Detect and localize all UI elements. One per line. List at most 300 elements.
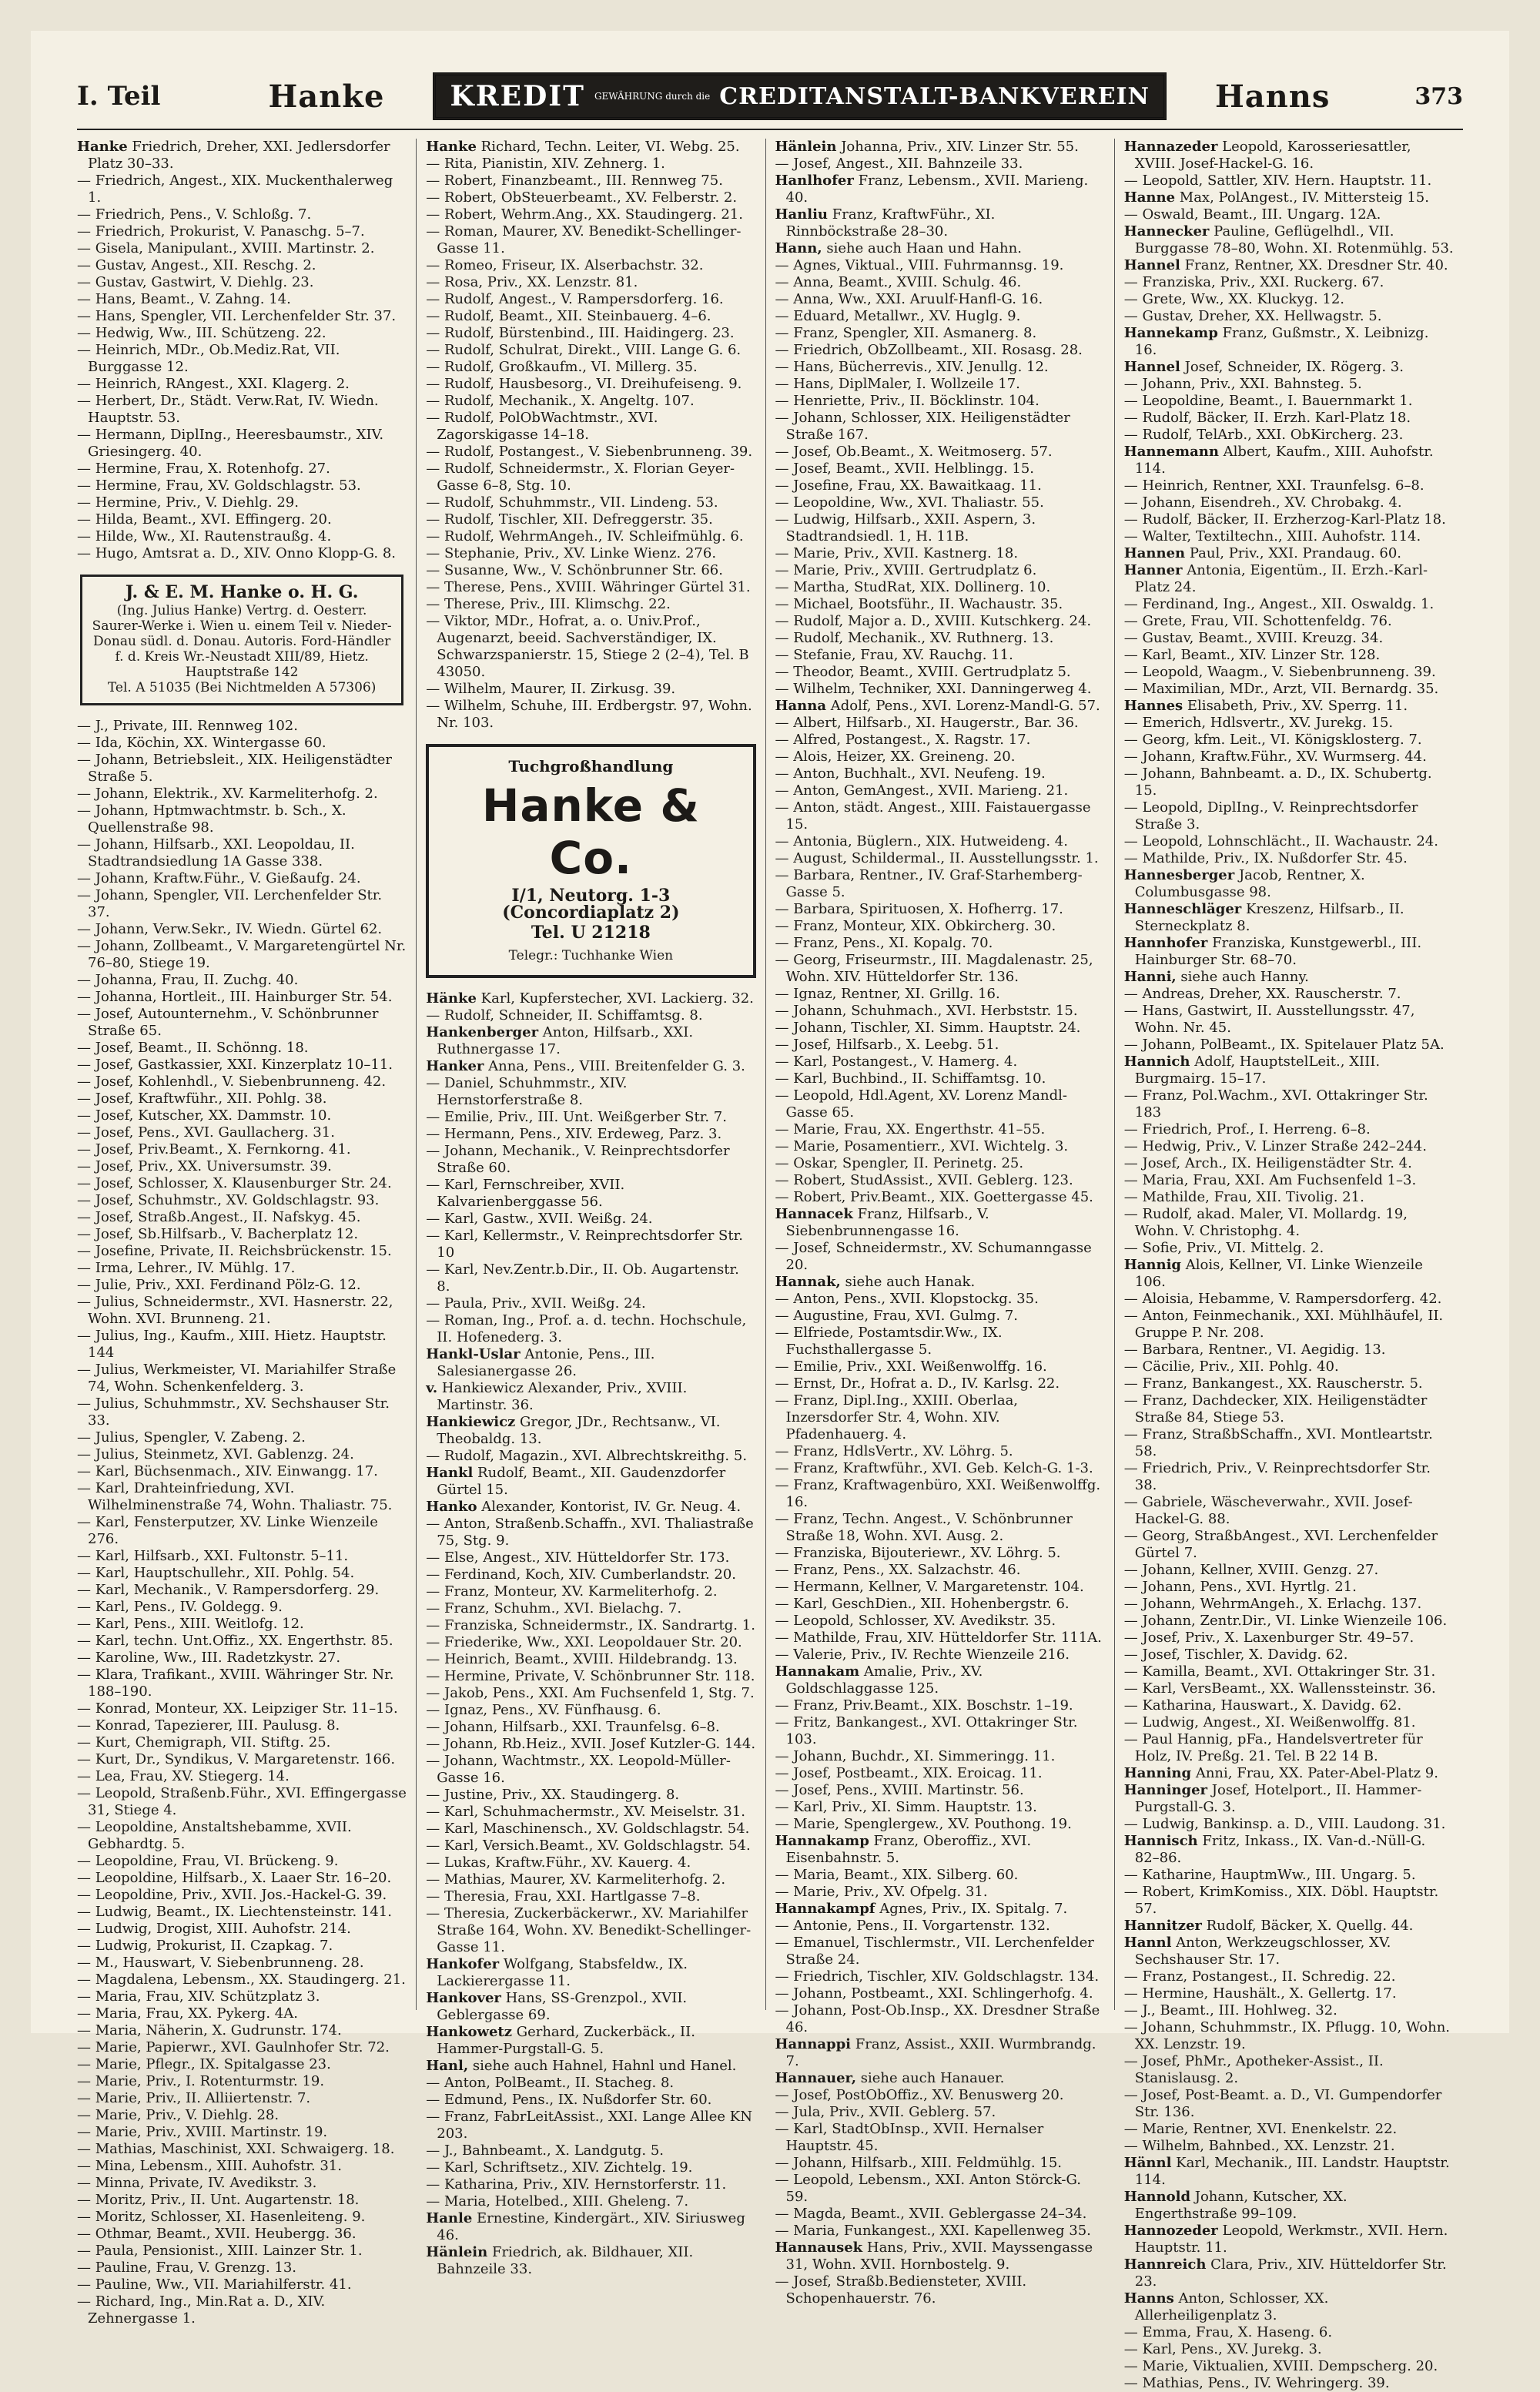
directory-entry: — Johann, Mechanik., V. Reinprechtsdorfer Straße 60. [426,1143,730,1176]
directory-entry: — Karl, Versich.Beamt., XV. Goldschlagstr. 54. [426,1838,751,1854]
directory-entry: — Ludwig, Prokurist, II. Czapkag. 7. [77,1938,333,1954]
directory-entry: — Johann, Verw.Sekr., IV. Wiedn. Gürtel 62. [77,921,383,937]
directory-entry: — Henriette, Priv., II. Böcklinstr. 104. [775,393,1040,409]
directory-entry: — Maria, Frau, XX. Pykerg. 4A. [77,2005,298,2022]
directory-entry: — Stephanie, Priv., XV. Linke Wienz. 276. [426,545,717,561]
directory-entry: Hanke Friedrich, Dreher, XXI. Jedlersdorfer Platz 30–33. [77,139,390,172]
directory-entry: — Marie, Priv., XVIII. Gertrudplatz 6. [775,562,1037,578]
directory-entry: — Alois, Heizer, XX. Greineng. 20. [775,749,1016,765]
directory-entry: — Rudolf, Großkaufm., VI. Millerg. 35. [426,359,698,375]
directory-entry: Hannisch Fritz, Inkass., IX. Van-d.-Nüll-G. 82–86. [1123,1833,1426,1866]
directory-entry: Hanko Alexander, Kontorist, IV. Gr. Neug. 4. [426,1499,742,1515]
directory-entry: — Kurt, Dr., Syndikus, V. Margaretenstr. 166. [77,1751,396,1767]
directory-entry: — Richard, Ing., Min.Rat a. D., XIV. Zehnergasse 1. [77,2293,326,2327]
header-left-group [77,79,384,115]
directory-entry: — Franz, Priv.Beamt., XIX. Boschstr. 1–19. [775,1697,1073,1714]
header-rule [77,129,1463,130]
directory-entry: — Leopoldine, Anstaltshebamme, XVII. Gebhardtg. 5. [77,1819,352,1852]
directory-entry: — Johann, Hilfsarb., XXI. Traunfelsg. 6–8. [426,1719,720,1735]
directory-entry: — Karl, Pens., XIII. Weitlofg. 12. [77,1616,304,1632]
column-1-entries-b [77,718,407,2327]
directory-entry: — Franz, Dipl.Ing., XXIII. Oberlaa, Inzersdorfer Str. 4, Wohn. XIV. Pfadenhauerg. 4. [775,1392,1019,1442]
directory-entry: — Leopoldine, Ww., XVI. Thaliastr. 55. [775,494,1044,511]
column-3 [765,139,1114,2307]
ad-mhanke-tel: Tel. A 51035 (Bei Nichtmelden A 57306) [107,680,377,695]
directory-entry: — Therese, Priv., III. Klimschg. 22. [426,596,671,612]
directory-entry: Hänlein Friedrich, ak. Bildhauer, XII. Bahnzeile 33. [426,2244,694,2277]
directory-entry: — Paul Hannig, pFa., Handelsvertreter für Holz, IV. Preßg. 21. Tel. B 22 14 B. [1123,1731,1423,1764]
directory-entry: — Oskar, Spengler, II. Perinetg. 25. [775,1155,1024,1171]
directory-entry: — Karl, Maschinensch., XV. Goldschlagstr. 54. [426,1821,750,1837]
directory-entry: — Gustav, Beamt., XVIII. Kreuzg. 34. [1123,630,1384,646]
directory-entry: Hankowetz Gerhard, Zuckerbäck., II. Hammer-Purgstall-G. 5. [426,2024,695,2057]
directory-entry: — Anton, PolBeamt., II. Stacheg. 8. [426,2075,675,2091]
directory-entry: — Rudolf, Schuhmmstr., VII. Lindeng. 53. [426,494,718,511]
directory-entry: — Cäcilie, Priv., XII. Pohlg. 40. [1123,1358,1339,1375]
directory-entry: — Pauline, Frau, V. Grenzg. 13. [77,2260,297,2276]
directory-entry: Hankofer Wolfgang, Stabsfeldw., IX. Lackierergasse 11. [426,1956,688,1989]
directory-entry: — Kamilla, Beamt., XVI. Ottakringer Str. 31. [1123,1663,1436,1680]
directory-entry: — Josef, Kohlenhdl., V. Siebenbrunneng. 42. [77,1074,387,1090]
directory-entry: — Pauline, Ww., VII. Mariahilferstr. 41. [77,2276,352,2293]
directory-entry: — Ferdinand, Koch, XIV. Cumberlandstr. 20. [426,1566,737,1583]
directory-entry: — Franz, Schuhm., XVI. Bielachg. 7. [426,1600,682,1616]
directory-entry: — Rudolf, Schneider, II. Schiffamtsg. 8. [426,1007,703,1023]
directory-entry: Hannel Franz, Rentner, XX. Dresdner Str. 40. [1123,257,1448,273]
directory-entry: — Josef, Straßb.Angest., II. Nafskyg. 45. [77,1209,361,1225]
directory-entry: — Hermann, Kellner, V. Margaretenstr. 104. [775,1579,1084,1595]
directory-entry: — Konrad, Tapezierer, III. Paulusg. 8. [77,1717,340,1734]
directory-entry: Hannig Alois, Kellner, VI. Linke Wienzeile 106. [1123,1257,1423,1290]
directory-entry: — Josef, Pens., XVIII. Martinstr. 56. [775,1782,1024,1798]
directory-entry: — Romeo, Friseur, IX. Alserbachstr. 32. [426,257,704,273]
page-number: 373 [1414,82,1463,110]
directory-entry: — Josef, Tischler, X. Davidg. 62. [1123,1647,1348,1663]
directory-entry: Hanna Adolf, Pens., XVI. Lorenz-Mandl-G. 57. [775,698,1100,714]
directory-entry: — Hilde, Ww., XI. Rautenstraußg. 4. [77,528,332,544]
column-4 [1114,139,1463,2391]
directory-entry: — Leopoldine, Beamt., I. Bauernmarkt 1. [1123,393,1413,409]
directory-entry: — Franziska, Bijouteriewr., XV. Löhrg. 5. [775,1545,1061,1561]
ad-mhanke-text: (Ing. Julius Hanke) Vertrg. d. Oesterr. Saurer-Werke i. Wien u. einem Teil v. Nieder-Donau südl. d. Donau. Autoris. Ford-Händler f. d. Kreis Wr.-Neustadt XIII/89, Hietz. Hauptstraße 142 [92,603,392,680]
directory-entry: — Johann, Eisendreh., XV. Chrobakg. 4. [1123,494,1402,511]
directory-entry: — Karl, Schriftsetz., XIV. Zichtelg. 19. [426,2159,693,2176]
directory-entry: — Franz, Kraftwagenbüro, XXI. Weißenwolffg. 16. [775,1477,1101,1510]
directory-entry: — Anton, Buchhalt., XVI. Neufeng. 19. [775,766,1046,782]
directory-entry: — Alfred, Postangest., X. Ragstr. 17. [775,732,1031,748]
directory-entry: — Leopoldine, Hilfsarb., X. Laaer Str. 16–20. [77,1870,392,1886]
directory-entry: Hannakam Amalie, Priv., XV. Goldschlaggasse 125. [775,1663,983,1697]
directory-entry: — Josefine, Frau, XX. Bawaitkaag. 11. [775,477,1042,494]
directory-entry: — Josef, Hilfsarb., X. Leebg. 51. [775,1037,999,1053]
column-2-entries-a [426,139,755,732]
column-1-entries-a [77,139,407,562]
directory-entry: — Anton, GemAngest., XVII. Marieng. 21. [775,782,1069,799]
directory-entry: — Franz, FabrLeitAssist., XXI. Lange Allee KN 203. [426,2109,752,2142]
directory-entry: — Karl, Pens., XV. Jurekg. 3. [1123,2341,1322,2357]
directory-entry: — Marie, Priv., I. Rotenturmstr. 19. [77,2073,325,2089]
directory-entry: — Marie, Viktualien, XVIII. Dempscherg. 20. [1123,2358,1438,2374]
directory-entry: Hankenberger Anton, Hilfsarb., XXI. Ruthnergasse 17. [426,1024,694,1057]
directory-entry: — Johann, WehrmAngeh., X. Erlachg. 137. [1123,1596,1422,1612]
directory-entry: — Ludwig, Bankinsp. a. D., VIII. Laudong. 31. [1123,1816,1446,1832]
directory-entry: — Josef, Ob.Beamt., X. Weitmoserg. 57. [775,444,1053,460]
directory-entry: — Josef, Priv., X. Laxenburger Str. 49–57. [1123,1630,1414,1646]
directory-entry: — Hedwig, Ww., III. Schützeng. 22. [77,325,326,341]
directory-entry: — Karl, Mechanik., V. Rampersdorferg. 29. [77,1582,380,1598]
directory-entry: — Rita, Pianistin, XIV. Zehnerg. 1. [426,156,665,172]
directory-entry: — Rosa, Priv., XX. Lenzstr. 81. [426,274,638,290]
directory-entry: — Josef, Kutscher, XX. Dammstr. 10. [77,1107,332,1124]
directory-entry: — Hermine, Frau, X. Rotenhofg. 27. [77,461,330,477]
directory-entry: — Robert, StudAssist., XVII. Geblerg. 123. [775,1172,1073,1188]
directory-entry: Hannreich Clara, Priv., XIV. Hütteldorfer Str. 23. [1123,2256,1447,2290]
directory-entry: Hankiewicz Gregor, JDr., Rechtsanw., VI. Theobaldg. 13. [426,1414,721,1447]
ad-hanke-tag: Tuchgroßhandlung [508,757,674,776]
directory-entry: — Roman, Maurer, XV. Benedikt-Schellinger-Gasse 11. [426,223,742,256]
directory-entry: — Anton, Straßenb.Schaffn., XVI. Thaliastraße 75, Stg. 9. [426,1516,754,1549]
directory-entry: — Johann, Betriebsleit., XIX. Heiligenstädter Straße 5. [77,752,392,785]
directory-entry: — Moritz, Schlosser, XI. Hasenleiteng. 9. [77,2209,366,2225]
directory-entry: — Anna, Ww., XXI. Aruulf-Hanfl-G. 16. [775,291,1043,307]
directory-entry: — Heinrich, Beamt., XVIII. Hildebrandg. 13. [426,1651,738,1667]
directory-entry: Hannemann Albert, Kaufm., XIII. Auhofstr. 114. [1123,444,1434,477]
directory-entry: — Georg, Friseurmstr., III. Magdalenastr. 25, Wohn. XIV. Hütteldorfer Str. 136. [775,952,1093,985]
directory-entry: — Hermine, Priv., V. Diehlg. 29. [77,494,299,511]
directory-entry: — Franz, Pens., XX. Salzachstr. 46. [775,1562,1021,1578]
directory-entry: Hannakampf Agnes, Priv., IX. Spitalg. 7. [775,1901,1068,1917]
directory-entry: — Karl, Buchbind., II. Schiffamtsg. 10. [775,1070,1046,1087]
directory-entry: — Julius, Ing., Kaufm., XIII. Hietz. Hauptstr. 144 [77,1328,387,1361]
directory-entry: — Marie, Priv., XVII. Kastnerg. 18. [775,545,1019,561]
directory-entry: Hannold Johann, Kutscher, XX. Engerthstraße 99–109. [1123,2189,1348,2222]
directory-entry: Hanle Ernestine, Kindergärt., XIV. Siriusweg 46. [426,2210,745,2243]
directory-entry: — Josef, Postbeamt., XIX. Eroicag. 11. [775,1765,1043,1781]
directory-entry: — Josef, Schlosser, X. Klausenburger Str. 24. [77,1175,392,1191]
directory-entry: — Leopold, DiplIng., V. Reinprechtsdorfer Straße 3. [1123,799,1418,833]
directory-entry: — Johann, Wachtmstr., XX. Leopold-Müller-Gasse 16. [426,1753,731,1786]
directory-entry: — Karl, Fensterputzer, XV. Linke Wienzeile 276. [77,1514,378,1547]
directory-entry: — Maria, Näherin, X. Gudrunstr. 174. [77,2022,342,2039]
column-2-entries-b [426,990,755,2278]
directory-entry: — Lea, Frau, XV. Stiegerg. 14. [77,1768,290,1784]
directory-entry: — J., Bahnbeamt., X. Landgutg. 5. [426,2142,665,2159]
directory-entry: Hannakamp Franz, Oberoffiz., XVI. Eisenbahnstr. 5. [775,1833,1032,1866]
directory-entry: — Johann, Schuhmmstr., IX. Pflugg. 10, Wohn. XX. Lenzstr. 19. [1123,2019,1451,2052]
directory-entry: Hänke Karl, Kupferstecher, XVI. Lackierg. 32. [426,990,754,1007]
directory-entry: — Karoline, Ww., III. Radetzkystr. 27. [77,1650,341,1666]
directory-entry: — Johann, Kraftw.Führ., XV. Wurmserg. 44. [1123,749,1427,765]
directory-entry: — Karl, Schuhmachermstr., XV. Meiselstr. 31. [426,1804,745,1820]
directory-entry: — Konrad, Monteur, XX. Leipziger Str. 11–15. [77,1700,398,1717]
directory-entry: — Friedrich, Priv., V. Reinprechtsdorfer Str. 38. [1123,1460,1431,1493]
directory-page [31,31,1509,2391]
directory-entry: — August, Schildermal., II. Ausstellungsstr. 1. [775,850,1099,866]
directory-entry: — Maximilian, MDr., Arzt, VII. Bernardg. 35. [1123,681,1439,697]
directory-entry: — Anton, Pens., XVII. Klopstockg. 35. [775,1291,1039,1307]
directory-entry: — Mathias, Maurer, XV. Karmeliterhofg. 2. [426,1871,726,1888]
column-4-entries [1124,139,1454,2392]
directory-entry: — Robert, Finanzbeamt., III. Rennweg 75. [426,173,723,189]
directory-entry: — Wilhelm, Maurer, II. Zirkusg. 39. [426,681,676,697]
directory-entry: — Ida, Köchin, XX. Wintergasse 60. [77,735,326,751]
directory-entry: — Antonie, Pens., II. Vorgartenstr. 132. [775,1918,1050,1934]
directory-entry: — Rudolf, Angest., V. Rampersdorferg. 16. [426,291,724,307]
directory-entry: — Julius, Werkmeister, VI. Mariahilfer Straße 74, Wohn. Schenkenfelderg. 3. [77,1362,397,1395]
directory-entry: — Heinrich, RAngest., XXI. Klagerg. 2. [77,376,350,392]
directory-entry: Hännl Karl, Mechanik., III. Landstr. Hauptstr. 114. [1123,2155,1450,2188]
directory-entry: — Rudolf, Hausbesorg., VI. Dreihufeiseng. 9. [426,376,742,392]
ad-mhanke [80,575,403,705]
ad-mhanke-title: J. & E. M. Hanke o. H. G. [125,582,359,602]
directory-entry: — Daniel, Schuhmmstr., XIV. Hernstorferstraße 8. [426,1075,628,1108]
directory-entry: — Paula, Pensionist., XIII. Lainzer Str. 1. [77,2243,363,2259]
directory-entry: — Roman, Ing., Prof. a. d. techn. Hochschule, II. Hofenederg. 3. [426,1312,747,1345]
directory-entry: — Josefine, Private, II. Reichsbrückenstr. 15. [77,1243,392,1259]
directory-entry: — Rudolf, Postangest., V. Siebenbrunneng. 39. [426,444,753,460]
directory-entry: Hanliu Franz, KraftwFühr., XI. Rinnböckstraße 28–30. [775,206,996,240]
directory-entry: — Josef, Straßb.Bediensteter, XVIII. Schopenhauerstr. 76. [775,2273,1027,2307]
header-right-group [1215,79,1463,115]
directory-entry: — Johann, Hilfsarb., XIII. Feldmühlg. 15. [775,2155,1062,2171]
directory-entry: — Jula, Priv., XVII. Geblerg. 57. [775,2104,996,2120]
directory-entry: — Johanna, Hortleit., III. Hainburger Str. 54. [77,989,393,1005]
directory-entry: — Josef, Beamt., II. Schönng. 18. [77,1040,309,1056]
directory-entry: — Rudolf, PolObWachtmstr., XVI. Zagorskigasse 14–18. [426,410,658,443]
directory-entry: — Else, Angest., XIV. Hütteldorfer Str. 173. [426,1549,730,1566]
directory-entry: — Josef, Arch., IX. Heiligenstädter Str. 4. [1123,1155,1412,1171]
directory-entry: — Johann, Kellner, XVIII. Genzg. 27. [1123,1562,1379,1578]
directory-entry: — Johann, Zollbeamt., V. Margaretengürtel Nr. 76–80, Stiege 19. [77,938,407,971]
directory-entry: — Augustine, Frau, XVI. Gulmg. 7. [775,1308,1019,1324]
directory-entry: — Karl, Nev.Zentr.b.Dir., II. Ob. Augartenstr. 8. [426,1261,739,1295]
directory-entry: — Viktor, MDr., Hofrat, a. o. Univ.Prof., Augenarzt, beeid. Sachverständiger, IX. Schwarzspanierstr. 15, Stiege 2 (2–4), Tel. B 43050. [426,613,749,680]
directory-entry: — Josef, Schuhmstr., XV. Goldschlagstr. 93. [77,1192,380,1208]
directory-entry: Hannacek Franz, Hilfsarb., V. Siebenbrunnengasse 16. [775,1206,989,1239]
directory-entry: — Franz, Pol.Wachm., XVI. Ottakringer Str. 183 [1123,1087,1428,1121]
directory-entry: — Gabriele, Wäscheverwahr., XVII. Josef-Hackel-G. 88. [1123,1494,1413,1527]
directory-entry: — Rudolf, Bäcker, II. Erzh. Karl-Platz 18. [1123,410,1411,426]
directory-entry: — Robert, ObSteuerbeamt., XV. Felberstr. 2. [426,189,738,206]
directory-entry: — Elfriede, Postamtsdir.Ww., IX. Fuchsthallergasse 5. [775,1325,1003,1358]
directory-entry: — Karl, Gastw., XVII. Weißg. 24. [426,1211,653,1227]
directory-entry: — Friedrich, Prof., I. Herreng. 6–8. [1123,1121,1371,1137]
directory-entry: — Hilda, Beamt., XVI. Effingerg. 20. [77,511,332,528]
directory-entry: — Julius, Schneidermstr., XVI. Hasnerstr. 22, Wohn. XVI. Brunneng. 21. [77,1294,393,1327]
directory-entry: — Johann, Spengler, VII. Lerchenfelder Str. 37. [77,887,383,920]
ad-hanke-co [426,744,755,978]
ad-hanke-tel: Tel. U 21218 [531,923,651,943]
directory-entry: — Rudolf, Bürstenbind., III. Haidingerg. 23. [426,325,735,341]
directory-entry: — Franz, Monteur, XIX. Obkircherg. 30. [775,918,1056,934]
directory-entry: — Franz, StraßbSchaffn., XVI. Montleartstr. 58. [1123,1426,1433,1459]
directory-entry: — Wilhelm, Schuhe, III. Erdbergstr. 97, Wohn. Nr. 103. [426,698,752,731]
directory-entry: — Karl, VersBeamt., XX. Wallenssteinstr. 36. [1123,1680,1436,1697]
directory-entry: — Theresia, Zuckerbäckerwr., XV. Mariahilfer Straße 164, Wohn. XV. Benedikt-Schellinger-Gasse 11. [426,1905,752,1955]
directory-entry: — Georg, kfm. Leit., VI. Königsklosterg. 7. [1123,732,1422,748]
directory-entry: — Johann, Elektrik., XV. Karmeliterhofg. 2. [77,786,378,802]
directory-entry: — Leopold, Waagm., V. Siebenbrunneng. 39. [1123,664,1436,680]
directory-entry: — Leopold, Lohnschlächt., II. Wachaustr. 24. [1123,833,1438,849]
page-header [77,69,1463,123]
directory-entry: — Karl, GeschDien., XII. Hohenbergstr. 6. [775,1596,1070,1612]
directory-entry: — Mathias, Maschinist, XXI. Schwaigerg. 18. [77,2141,395,2157]
directory-entry: — Oswald, Beamt., III. Ungarg. 12A. [1123,206,1381,223]
directory-entry: Hannes Elisabeth, Priv., XV. Sperrg. 11. [1123,698,1408,714]
directory-entry: — Josef, Priv., XX. Universumstr. 39. [77,1158,332,1174]
directory-entry: — Emilie, Priv., XXI. Weißenwolffg. 16. [775,1358,1047,1375]
directory-entry: — Grete, Frau, VII. Schottenfeldg. 76. [1123,613,1392,629]
directory-entry: — Edmund, Pens., IX. Nußdorfer Str. 60. [426,2092,712,2108]
directory-entry: — Josef, PhMr., Apotheker-Assist., II. Stanislausg. 2. [1123,2053,1384,2086]
part-label: I. Teil [77,81,161,112]
directory-entry: — Martha, StudRat, XIX. Dollinerg. 10. [775,579,1051,595]
directory-entry: — Gustav, Angest., XII. Reschg. 2. [77,257,316,273]
directory-entry: — Julie, Priv., XXI. Ferdinand Pölz-G. 12. [77,1277,361,1293]
directory-entry: — Johann, PolBeamt., IX. Spitelauer Platz 5A. [1123,1037,1445,1053]
directory-entry: Hanke Richard, Techn. Leiter, VI. Webg. 25. [426,139,740,155]
directory-entry: — Josef, Post-Beamt. a. D., VI. Gumpendorfer Str. 136. [1123,2087,1442,2120]
directory-entry: — Julius, Schuhmmstr., XV. Sechshauser Str. 33. [77,1395,390,1429]
directory-entry: — Herbert, Dr., Städt. Verw.Rat, IV. Wiedn. Hauptstr. 53. [77,393,379,426]
left-running-head: Hanke [268,78,385,115]
directory-entry: Hannl Anton, Werkzeugschlosser, XV. Sechshauser Str. 17. [1123,1935,1391,1968]
directory-entry: — Rudolf, TelArb., XXI. ObKircherg. 23. [1123,427,1404,443]
directory-entry: — Rudolf, Bäcker, II. Erzherzog-Karl-Platz 18. [1123,511,1446,528]
directory-entry: — Gustav, Gastwirt, V. Diehlg. 23. [77,274,314,290]
directory-entry: — Johanna, Frau, II. Zuchg. 40. [77,972,299,988]
directory-entry: — Karl, Hilfsarb., XXI. Fultonstr. 5–11. [77,1548,349,1564]
directory-entry: — Marie, Pflegr., IX. Spitalgasse 23. [77,2056,331,2072]
directory-entry: — Johann, Hilfsarb., XXI. Leopoldau, II. Stadtrandsiedlung 1A Gasse 338. [77,836,355,869]
directory-entry: — Maria, Frau, XIV. Schützplatz 3. [77,1988,320,2005]
directory-entry: — Leopold, Lebensm., XXI. Anton Störck-G. 59. [775,2172,1081,2205]
directory-entry: — Karl, StadtObInsp., XVII. Hernalser Hauptstr. 45. [775,2121,1044,2154]
directory-entry: — Heinrich, MDr., Ob.Mediz.Rat, VII. Burggasse 12. [77,342,340,375]
directory-entry: — Mathilde, Frau, XIV. Hütteldorfer Str. 111A. [775,1630,1102,1646]
directory-entry: — Hans, Gastwirt, II. Ausstellungsstr. 47, Wohn. Nr. 45. [1123,1003,1415,1036]
directory-entry: Hankl Rudolf, Beamt., XII. Gaudenzdorfer Gürtel 15. [426,1465,726,1498]
directory-entry: — Leopold, Hdl.Agent, XV. Lorenz Mandl-Gasse 65. [775,1087,1067,1121]
directory-entry: — Hans, Beamt., V. Zahng. 14. [77,291,291,307]
ad-hanke-firm: Hanke & Co. [481,779,700,884]
directory-entry: — Hans, Bücherrevis., XIV. Jenullg. 12. [775,359,1049,375]
directory-entry: — Hermine, Frau, XV. Goldschlagstr. 53. [77,477,361,494]
directory-entry: — Othmar, Beamt., XVII. Heubergg. 36. [77,2226,357,2242]
directory-entry: — Rudolf, Tischler, XII. Defreggerstr. 35. [426,511,713,528]
directory-entry: — Hermann, DiplIng., Heeresbaumstr., XIV. Griesingerg. 40. [77,427,384,460]
directory-entry: — Josef, Beamt., XVII. Helblingg. 15. [775,461,1035,477]
directory-entry: — Georg, StraßbAngest., XVI. Lerchenfelder Gürtel 7. [1123,1528,1438,1561]
directory-entry: — Hermine, Private, V. Schönbrunner Str. 118. [426,1668,755,1684]
directory-entry: — Johann, Rb.Heiz., XVII. Josef Kutzler-G. 144. [426,1736,756,1752]
listing-columns [77,139,1463,2391]
directory-entry: Hanner Antonia, Eigentüm., II. Erzh.-Karl-Platz 24. [1123,562,1428,595]
directory-entry: — Josef, Sb.Hilfsarb., V. Bacherplatz 12. [77,1226,359,1242]
directory-entry: — Theresia, Frau, XXI. Hartlgasse 7–8. [426,1888,701,1905]
directory-entry: — Rudolf, Beamt., XII. Steinbauerg. 4–6. [426,308,711,324]
directory-entry: — Franz, Spengler, XII. Asmanerg. 8. [775,325,1037,341]
directory-entry: — Wilhelm, Bahnbed., XX. Lenzstr. 21. [1123,2138,1395,2154]
credit-banner [433,72,1167,120]
directory-entry: — Antonia, Büglern., XIX. Hutweideng. 4. [775,833,1068,849]
directory-entry: — Emanuel, Tischlermstr., VII. Lerchenfelder Straße 24. [775,1935,1094,1968]
directory-entry: — Mina, Lebensm., XIII. Auhofstr. 31. [77,2158,342,2174]
directory-entry: — Friedrich, Angest., XIX. Muckenthalerweg 1. [77,173,393,206]
directory-entry: Hannhofer Franziska, Kunstgewerbl., III. Hainburger Str. 68–70. [1123,935,1422,968]
directory-entry: — Franz, Bankangest., XX. Rauscherstr. 5. [1123,1375,1423,1392]
directory-entry: — Johann, Priv., XXI. Bahnsteg. 5. [1123,376,1362,392]
banner-kredit: KREDIT [450,80,585,112]
directory-entry: — Friedrich, Tischler, XIV. Goldschlagstr. 134. [775,1968,1100,1985]
directory-entry: — J., Private, III. Rennweg 102. [77,718,298,734]
directory-entry: — Franziska, Schneidermstr., IX. Sandrartg. 1. [426,1617,755,1633]
directory-entry: — Ernst, Dr., Hofrat a. D., IV. Karlsg. 22. [775,1375,1060,1392]
directory-entry: — Johann, Zentr.Dir., VI. Linke Wienzeile 106. [1123,1613,1448,1629]
directory-entry: — Katharina, Priv., XIV. Hernstorferstr. 11. [426,2176,727,2193]
directory-entry: Hannozeder Leopold, Werkmstr., XVII. Hern. Hauptstr. 11. [1123,2223,1448,2256]
directory-entry: v. Hankiewicz Alexander, Priv., XVIII. Martinstr. 36. [426,1380,688,1413]
directory-entry: — Valerie, Priv., IV. Rechte Wienzeile 216. [775,1647,1070,1663]
directory-entry: — Hermann, Pens., XIV. Erdeweg, Parz. 3. [426,1126,722,1142]
directory-entry: — Lukas, Kraftw.Führ., XV. Kauerg. 4. [426,1854,691,1871]
directory-entry: — Ignaz, Rentner, XI. Grillg. 16. [775,986,1000,1002]
directory-entry: — Leopold, Sattler, XIV. Hern. Hauptstr. 11. [1123,173,1432,189]
directory-entry: — Robert, Wehrm.Ang., XX. Staudingerg. 21. [426,206,743,223]
banner-creditanstalt: CREDITANSTALT-BANKVEREIN [719,82,1150,110]
directory-entry: — Heinrich, Rentner, XXI. Traunfelsg. 6–8. [1123,477,1424,494]
directory-entry: — Magdalena, Lebensm., XX. Staudingerg. 21. [77,1972,406,1988]
directory-entry: — Karl, Kellermstr., V. Reinprechtsdorfer Str. 10 [426,1228,743,1261]
directory-entry: — Rudolf, WehrmAngeh., IV. Schleifmühlg. 6. [426,528,744,544]
directory-entry: — Leopoldine, Priv., XVII. Jos.-Hackel-G. 39. [77,1887,387,1903]
directory-entry: Hannel Josef, Schneider, IX. Rögerg. 3. [1123,359,1404,375]
directory-entry: — Rudolf, Mechanik., X. Angeltg. 107. [426,393,695,409]
directory-entry: — Emerich, Hdlsvertr., XV. Jurekg. 15. [1123,715,1394,731]
banner-gewaehrung: GEWÄHRUNG durch die [594,90,711,102]
directory-entry: Hanni, siehe auch Hanny. [1123,969,1309,985]
directory-entry: — Hans, DiplMaler, I. Wollzeile 17. [775,376,1020,392]
directory-entry: — Maria, Frau, XXI. Am Fuchsenfeld 1–3. [1123,1172,1417,1188]
directory-entry: — Friederike, Ww., XXI. Leopoldauer Str. 20. [426,1634,742,1650]
directory-entry: Hanns Anton, Schlosser, XX. Allerheiligenplatz 3. [1123,2290,1329,2323]
directory-entry: — Moritz, Priv., II. Unt. Augartenstr. 18. [77,2192,360,2208]
directory-entry: — Albert, Hilfsarb., XI. Haugerstr., Bar. 36. [775,715,1079,731]
directory-entry: — Fritz, Bankangest., XVI. Ottakringer Str. 103. [775,1714,1078,1747]
directory-entry: — Franz, Monteur, XV. Karmeliterhofg. 2. [426,1583,718,1600]
column-3-entries [775,139,1105,2307]
directory-entry: Hannesberger Jacob, Rentner, X. Columbusgasse 98. [1123,867,1365,900]
directory-entry: — Anton, städt. Angest., XIII. Faistauergasse 15. [775,799,1091,833]
directory-entry: — Emma, Frau, X. Haseng. 6. [1123,2324,1333,2340]
directory-entry: — Josef, Autounternehm., V. Schönbrunner Straße 65. [77,1006,379,1039]
directory-entry: — Karl, Priv., XI. Simm. Hauptstr. 13. [775,1799,1037,1815]
directory-entry: — Friedrich, Prokurist, V. Panaschg. 5–7. [77,223,365,240]
directory-entry: — Emilie, Priv., III. Unt. Weißgerber Str. 7. [426,1109,727,1125]
directory-entry: — Michael, Bootsführ., II. Wachaustr. 35. [775,596,1063,612]
directory-entry: — Anton, Feinmechanik., XXI. Mühlhäufel, II. Gruppe P. Nr. 208. [1123,1308,1444,1341]
directory-entry: — Rudolf, Major a. D., XVIII. Kutschkerg. 24. [775,613,1092,629]
directory-entry: — Barbara, Rentner., VI. Aegidig. 13. [1123,1342,1386,1358]
directory-entry: — Johann, Kraftw.Führ., V. Gießaufg. 24. [77,870,361,886]
directory-entry: — Walter, Textiltechn., XIII. Auhofstr. 114. [1123,528,1421,544]
directory-entry: — Karl, Fernschreiber, XVII. Kalvarienberggasse 56. [426,1177,625,1210]
directory-entry: Hanlhofer Franz, Lebensm., XVII. Marieng. 40. [775,173,1089,206]
directory-entry: Hannazeder Leopold, Karosseriesattler, XVIII. Josef-Hackel-G. 16. [1123,139,1411,172]
directory-entry: Hannen Paul, Priv., XXI. Prandaug. 60. [1123,545,1402,561]
directory-entry: — Andreas, Dreher, XX. Rauscherstr. 7. [1123,986,1401,1002]
directory-entry: — Paula, Priv., XVII. Weißg. 24. [426,1295,646,1312]
